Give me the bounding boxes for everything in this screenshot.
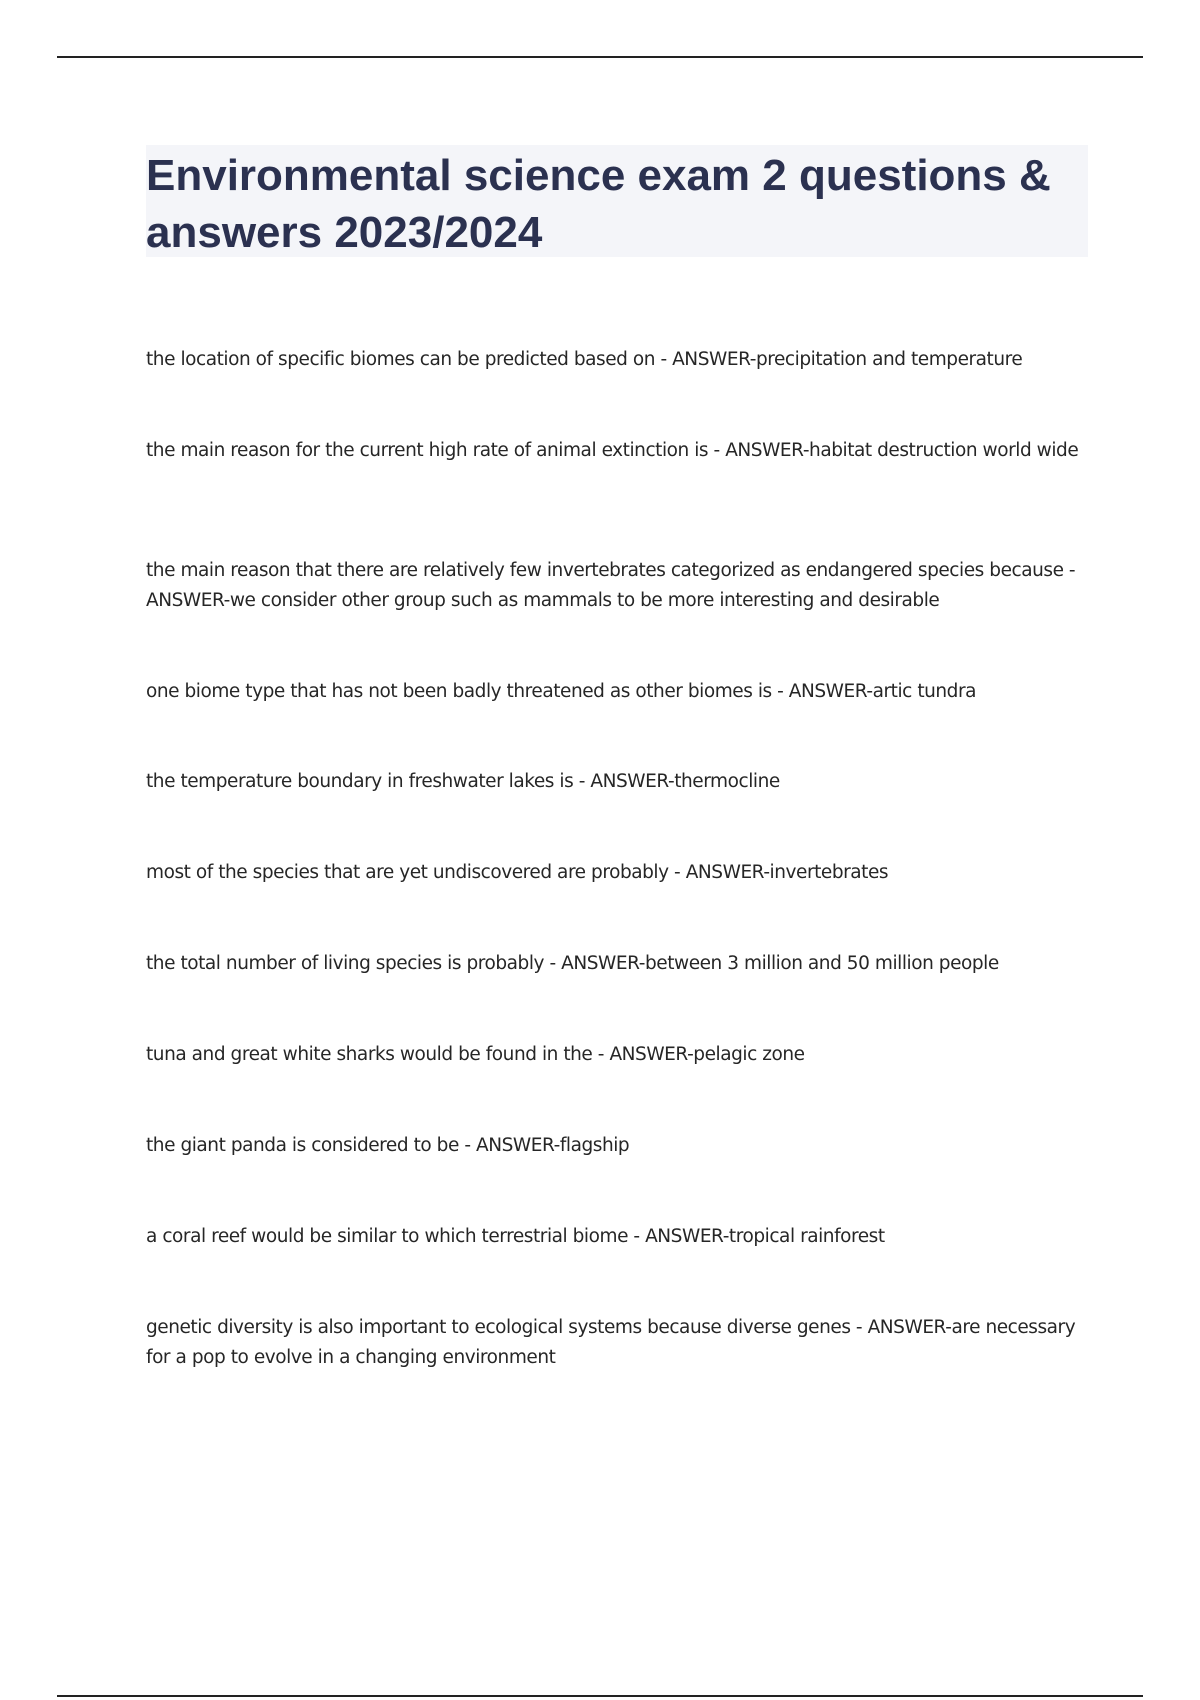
footer-rule: [57, 1695, 1143, 1697]
qa-item-11: genetic diversity is also important to ecological systems because diverse genes - ANSWER-are necessary for a pop to evolve in a changing environment: [146, 1317, 1076, 1368]
qa-item-7: the total number of living species is probably - ANSWER-between 3 million and 50 million people: [146, 953, 999, 974]
qa-item-9: the giant panda is considered to be - ANSWER-flagship: [146, 1135, 630, 1156]
qa-item-5: the temperature boundary in freshwater lakes is - ANSWER-thermocline: [146, 771, 780, 792]
qa-item-10: a coral reef would be similar to which terrestrial biome - ANSWER-tropical rainforest: [146, 1226, 885, 1247]
qa-item-1: the location of specific biomes can be predicted based on - ANSWER-precipitation and temperature: [146, 349, 1023, 370]
document-title: Environmental science exam 2 questions & answers 2023/2024: [146, 151, 1051, 257]
qa-item-3: the main reason that there are relatively few invertebrates categorized as endangered species because - ANSWER-we consider other group such as mammals to be more interesting and desirable: [146, 560, 1076, 611]
qa-item-2: the main reason for the current high rate of animal extinction is - ANSWER-habitat destruction world wide: [146, 440, 1079, 461]
header-rule: [57, 56, 1143, 58]
qa-item-8: tuna and great white sharks would be found in the - ANSWER-pelagic zone: [146, 1044, 805, 1065]
qa-item-4: one biome type that has not been badly threatened as other biomes is - ANSWER-artic tundra: [146, 681, 977, 702]
title-block: [146, 145, 1088, 257]
qa-item-6: most of the species that are yet undiscovered are probably - ANSWER-invertebrates: [146, 862, 889, 883]
